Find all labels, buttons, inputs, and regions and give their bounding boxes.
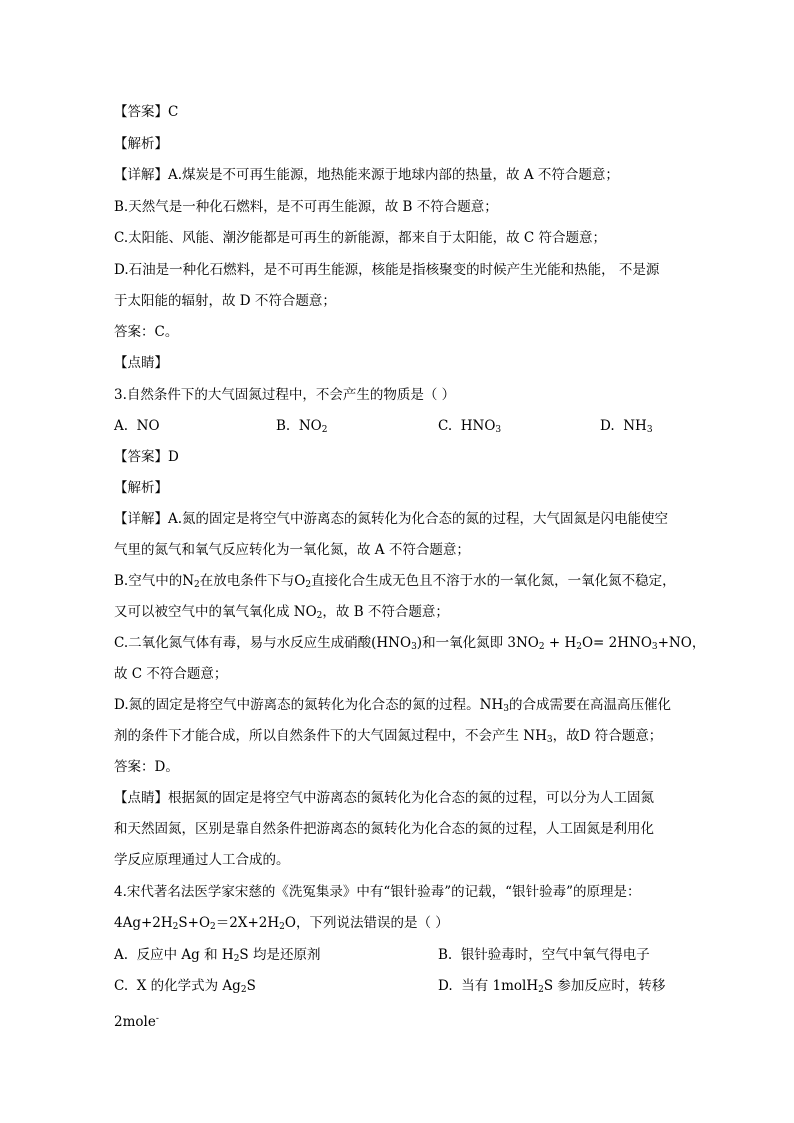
- comment-heading: 【点睛】: [114, 790, 168, 806]
- q3-comment-line-1: [114, 788, 684, 808]
- text-run: O= 2HNO: [581, 635, 652, 651]
- subscript: 3: [651, 642, 658, 652]
- q2-detail-line-4: D.石油是一种化石燃料，是不可再生能源，核能是指核聚变的时候产生光能和热能， 不是源: [114, 262, 660, 278]
- q3-comment-line-3: 学反应原理通过人工合成的。: [114, 852, 290, 868]
- subscript: 2: [538, 642, 545, 652]
- subscript: 3: [503, 704, 509, 714]
- text-run: 反应中 Ag 和 H: [136, 947, 234, 963]
- subscript: 3: [546, 735, 553, 745]
- text-run: S: [246, 978, 256, 994]
- subscript: 2: [210, 922, 216, 932]
- q3-detail-line-8: [114, 726, 684, 746]
- q4-option-a: [114, 945, 320, 965]
- text-run: B.空气中的N: [114, 573, 195, 589]
- q4-option-c: [114, 976, 256, 996]
- q4-option-b-letter: B.: [438, 947, 453, 963]
- q3-comment-line-2: 和天然固氮，区别是靠自然条件把游离态的氮转化为化合态的氮的过程，人工固氮是利用化: [114, 821, 654, 837]
- text-run: )和一氧化氮即 3NO: [416, 635, 539, 651]
- text-run: + H: [544, 635, 577, 651]
- text-run: ，故 B 不符合题意；: [322, 604, 449, 620]
- q4-option-a-letter: A.: [114, 947, 129, 963]
- text-run: O，下列说法错误的是（ ）: [284, 915, 449, 931]
- superscript: -: [155, 1014, 159, 1024]
- q2-detail-line-2: B.天然气是一种化石燃料，是不可再生能源，故 B 不符合题意；: [114, 199, 498, 215]
- text-run: D.氮的固定是将空气中游离态的氮转化为化合态的氮的过程。NH: [114, 697, 504, 713]
- q3-option-b-text: NO: [298, 418, 322, 434]
- q3-answer: 【答案】D: [114, 449, 179, 465]
- q2-analysis-heading: 【解析】: [114, 136, 168, 152]
- q4-option-c-letter: C.: [114, 978, 129, 994]
- q3-detail-line-5: [114, 633, 706, 653]
- text-run: 又可以被空气中的氧气氧化成 NO: [114, 604, 317, 620]
- q3-option-a-text: NO: [136, 418, 160, 434]
- text-run: 根据氮的固定是将空气中游离态的氮转化为化合态的氮的过程，可以分为人工固氮: [168, 790, 654, 806]
- subscript: 2: [240, 985, 247, 995]
- q3-detail-line-4: [114, 602, 684, 622]
- subscript: 2: [194, 580, 200, 590]
- q3-detail-line-3: [114, 571, 684, 591]
- q4-question-line-1: 4.宋代著名法医学家宋慈的《洗冤集录》中有“银针验毒”的记载，“银针验毒”的原理是：: [114, 884, 641, 900]
- subscript: 3: [411, 642, 417, 652]
- text-run: X 的化学式为 Ag: [136, 978, 241, 994]
- q2-detail-line-1: 【详解】A.煤炭是不可再生能源，地热能来源于地球内部的热量，故 A 不符合题意；: [114, 167, 619, 183]
- subscript: 2: [576, 642, 582, 652]
- q3-option-c-text: HNO: [460, 418, 496, 434]
- q2-comment-heading: 【点睛】: [114, 355, 168, 371]
- text-run: S+O: [178, 915, 211, 931]
- q3-question: 3.自然条件下的大气固氮过程中，不会产生的物质是（ ）: [114, 387, 456, 403]
- q2-answer: 【答案】C: [114, 104, 179, 120]
- q3-detail-line-6: 故 C 不符合题意；: [114, 666, 228, 682]
- text-run: S 参加反应时，转移: [543, 978, 666, 994]
- q3-detail-line-7: [114, 695, 684, 715]
- q3-option-c: [438, 416, 501, 436]
- q3-option-b-letter: B.: [276, 418, 291, 434]
- text-run: S 均是还原剂: [239, 947, 321, 963]
- q4-question-line-2: [114, 913, 684, 933]
- text-run: ，故D 符合题意；: [552, 728, 663, 744]
- text-run: 4Ag+2H: [114, 915, 173, 931]
- q3-detail-line-1: 【详解】A.氮的固定是将空气中游离态的氮转化为化合态的氮的过程，大气固氮是闪电能使空: [114, 511, 669, 527]
- subscript: 2: [538, 985, 544, 995]
- q4-option-d-continued: [114, 1012, 159, 1032]
- subscript: 2: [305, 580, 312, 590]
- text-run: 当有 1molH: [461, 978, 539, 994]
- q3-option-a: [114, 416, 160, 436]
- text-run: C.二氧化氮气体有毒，易与水反应生成硝酸(HNO: [114, 635, 412, 651]
- subscript: 2: [316, 611, 323, 621]
- text-run: 直接化合生成无色且不溶于水的一氧化氮，一氧化氮不稳定，: [311, 573, 676, 589]
- q2-detail-line-3: C.太阳能、风能、潮汐能都是可再生的新能源，都来自于太阳能，故 C 符合题意；: [114, 230, 607, 246]
- q3-option-d: [600, 416, 653, 436]
- text-run: 银针验毒时，空气中氧气得电子: [460, 947, 650, 963]
- q3-option-d-sub: 3: [646, 425, 653, 435]
- q3-option-c-letter: C.: [438, 418, 453, 434]
- q3-option-d-text: NH: [623, 418, 647, 434]
- q4-option-b: [438, 945, 650, 965]
- subscript: 2: [233, 954, 240, 964]
- q4-option-d-letter: D.: [438, 978, 453, 994]
- text-run: +NO，: [657, 635, 706, 651]
- q3-option-b-sub: 2: [321, 425, 328, 435]
- q3-conclusion: 答案：D。: [114, 759, 179, 775]
- q3-option-a-letter: A.: [114, 418, 129, 434]
- q4-option-d: [438, 976, 665, 996]
- q3-option-c-sub: 3: [495, 425, 502, 435]
- text-run: 剂的条件下才能合成，所以自然条件下的大气固氮过程中，不会产生 NH: [114, 728, 547, 744]
- text-run: 2mole: [114, 1014, 156, 1030]
- q3-detail-line-2: 气里的氮气和氧气反应转化为一氧化氮，故 A 不符合题意；: [114, 542, 470, 558]
- text-run: 的合成需要在高温高压催化: [508, 697, 671, 713]
- text-run: ＝2X+2H: [215, 915, 280, 931]
- subscript: 2: [279, 922, 285, 932]
- text-run: 在放电条件下与O: [199, 573, 306, 589]
- subscript: 2: [172, 922, 179, 932]
- q3-option-d-letter: D.: [600, 418, 615, 434]
- q2-detail-line-5: 于太阳能的辐射，故 D 不符合题意；: [114, 293, 336, 309]
- q3-option-b: [276, 416, 327, 436]
- q3-analysis-heading: 【解析】: [114, 480, 168, 496]
- q2-conclusion: 答案：C。: [114, 324, 179, 340]
